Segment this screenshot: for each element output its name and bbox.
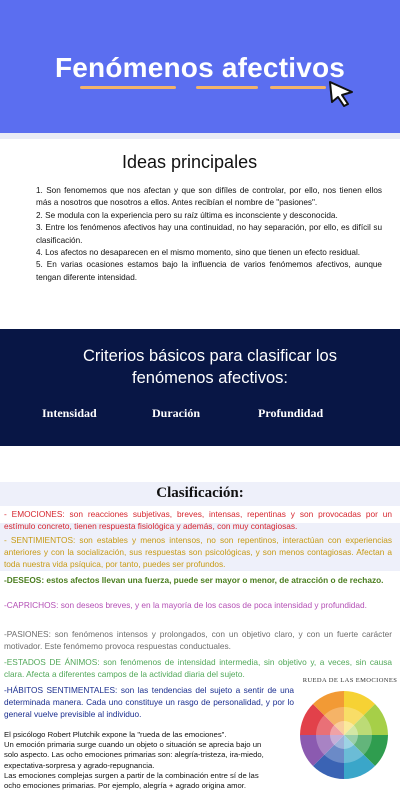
list-item: 4. Los afectos no desaparecen en el mismo momento, sino que tienen un efecto residual. <box>36 248 361 258</box>
section-heading: Criterios básicos para clasificar los fenómenos afectivos: <box>82 347 337 387</box>
list-item: 1. Son fenomemos que nos afectan y que son difíles de controlar, por ello, nos tienen ellos más a nosotros que nosotros a ellos. Antes recibían el nombre de "pasiones". <box>36 186 382 208</box>
title-underline <box>80 86 176 89</box>
section-heading: Clasificación: <box>156 485 244 501</box>
deseos-text: -DESEOS: estos afectos llevan una fuerza, puede ser mayor o menor, de atracción o de rechazo. <box>4 575 384 585</box>
title-underline <box>270 86 326 89</box>
pasiones-text: -PASIONES: son fenómenos intensos y prolongados, con un objetivo claro, y con un fuerte carácter motivador. Este fenómemo provoca respuestas conductuales. <box>4 629 392 651</box>
classification-section <box>0 482 400 800</box>
criterion-label: Intensidad <box>42 406 97 420</box>
caprichos-text: -CAPRICHOS: son deseos breves, y en la mayoría de los casos de poca intensidad y profundidad. <box>4 600 367 610</box>
title-underline <box>196 86 258 89</box>
list-item: 3. Entre los fenómenos afectivos hay una continuidad, no hay separación, por ello, es difícil su clasificación. <box>36 223 382 245</box>
hero-banner <box>0 0 400 133</box>
list-item: 2. Se modula con la experiencia pero su raíz última es inconsciente y desconocida. <box>36 210 338 220</box>
cursor-icon <box>326 78 356 108</box>
ideas-list <box>36 185 382 284</box>
emotion-wheel-image <box>290 685 398 780</box>
criterion-label: Duración <box>152 406 200 420</box>
plutchik-text <box>4 730 269 791</box>
estados-text: -ESTADOS DE ÁNIMOS: son fenómenos de intensidad intermedia, sin objetivo y, a veces, sin causa clara. Afecta a diferentes campos de la actividad diaria del sujeto. <box>4 657 392 679</box>
list-item: 5. En varias ocasiones estamos bajo la influencia de varios fenómemos afectivos, aunque tengan diferente intensidad. <box>36 260 382 282</box>
paragraph: Un emoción primaria surge cuando un objeto o situación se aprecia bajo un solo aspecto. Las ocho emociones primarias son: alegría-tristeza, ira-miedo, expectativa-sorpresa y agrado-repugnancia. <box>4 740 264 770</box>
paragraph: El psicólogo Robert Plutchik expone la "rueda de las emociones". <box>4 730 227 739</box>
ideas-section <box>0 139 400 329</box>
habitos-text: -HÁBITOS SENTIMENTALES: son las tendencias del sujeto a sentir de una determinada manera. Cada uno constituye un rasgo de personalidad, y por lo general vuelve previsible al individuo. <box>4 685 294 719</box>
section-heading: Ideas principales <box>122 152 258 172</box>
emociones-text: - EMOCIONES: son reacciones subjetivas, breves, intensas, repentinas y son provocadas por un estímulo concreto, tienen respuesta fisiológica y además, con muy contagiosas. <box>4 509 392 531</box>
paragraph: Las emociones complejas surgen a partir de la combinación entre sí de las ocho emociones primarias. Por ejemplo, alegría + agrado origina amor. <box>4 770 259 791</box>
wheel-caption: RUEDA DE LAS EMOCIONES <box>302 677 398 684</box>
criterion-label: Profundidad <box>258 406 324 420</box>
criteria-section <box>0 329 400 446</box>
page-title: Fenómenos afectivos <box>54 52 346 83</box>
sentimientos-text: - SENTIMIENTOS: son estables y menos intensos, no son repentinos, interactúan con experiencias anteriores y con la socialización, sus respuestas son psicológicas, y son menos contagiosas. Afectan a toda nuestra vida psíquica, por tanto, puedes ser profundos. <box>4 535 392 569</box>
